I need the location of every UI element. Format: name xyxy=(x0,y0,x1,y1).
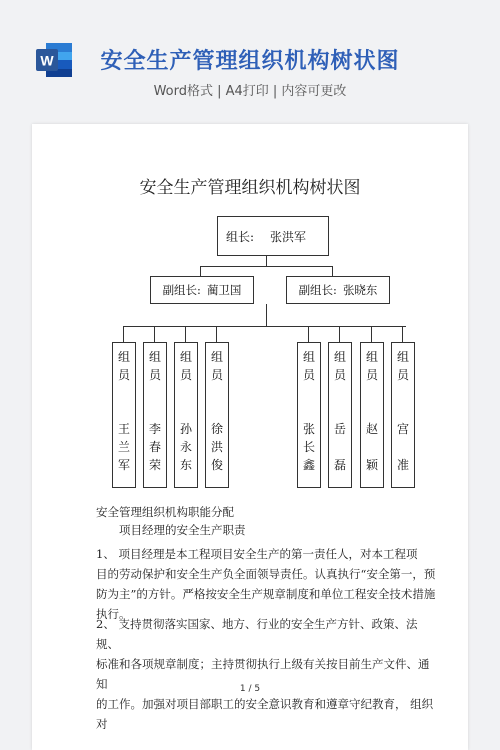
connector xyxy=(371,326,372,342)
deputy-name: 蔺卫国 xyxy=(206,283,242,297)
connector xyxy=(123,326,124,342)
doc-title: 安全生产管理组织机构树状图 xyxy=(100,49,400,74)
paragraph-2: 2、 支持贯彻落实国家、地方、行业的安全生产方针、政策、法规、 标准和各项规章制度；主持贯彻执行上级有关按目前生产文件、通知 的工作。加强对项目部职工的安全意识教育和遵章守纪教育， 组织对 xyxy=(96,617,434,731)
page-title: 安全生产管理组织机构树状图 xyxy=(139,178,361,198)
member-box: 组 员 岳 磊 xyxy=(328,342,352,488)
member-box: 组 员 赵 颖 xyxy=(360,342,384,488)
connector xyxy=(216,326,217,342)
member-box: 组 员 李 春 荣 xyxy=(143,342,167,488)
leader-name: 张洪军 xyxy=(270,229,307,244)
connector xyxy=(123,326,406,327)
leader-label: 组长: xyxy=(226,229,255,244)
document-page xyxy=(32,124,468,750)
connector xyxy=(308,326,309,342)
connector xyxy=(154,326,155,342)
member-box: 组 员 张 长 鑫 xyxy=(297,342,321,488)
connector xyxy=(332,266,333,276)
connector xyxy=(339,326,340,342)
doc-subtitle: Word格式 | A4打印 | 内容可更改 xyxy=(153,84,347,99)
member-box: 组 员 王 兰 军 xyxy=(112,342,136,488)
deputy-box xyxy=(150,276,254,304)
leader-box xyxy=(217,216,329,256)
deputy-label: 副组长: xyxy=(162,283,201,297)
connector xyxy=(266,304,267,326)
deputy-name: 张晓东 xyxy=(342,283,378,297)
section-heading: 安全管理组织机构职能分配 xyxy=(96,505,234,519)
word-icon-letter: W xyxy=(40,52,54,69)
connector xyxy=(266,256,267,266)
subsection-heading: 项目经理的安全生产职责 xyxy=(119,523,246,537)
connector xyxy=(185,326,186,342)
member-box: 组 员 孙 永 东 xyxy=(174,342,198,488)
deputy-box xyxy=(286,276,390,304)
header xyxy=(0,0,500,112)
connector xyxy=(200,266,201,276)
member-box: 组 员 宫 准 xyxy=(391,342,415,488)
connector xyxy=(402,326,403,342)
deputy-label: 副组长: xyxy=(298,283,337,297)
member-box: 组 员 徐 洪 俊 xyxy=(205,342,229,488)
paragraph-1: 1、 项目经理是本工程项目安全生产的第一责任人，对本工程项 目的劳动保护和安全生产负全面领导责任。认真执行“安全第一，预 防为主”的方针。严格按安全生产规章制度和单位工程安全技术措施 执行。 xyxy=(96,547,436,621)
connector xyxy=(200,266,332,267)
page-number: 1 / 5 xyxy=(239,684,261,694)
